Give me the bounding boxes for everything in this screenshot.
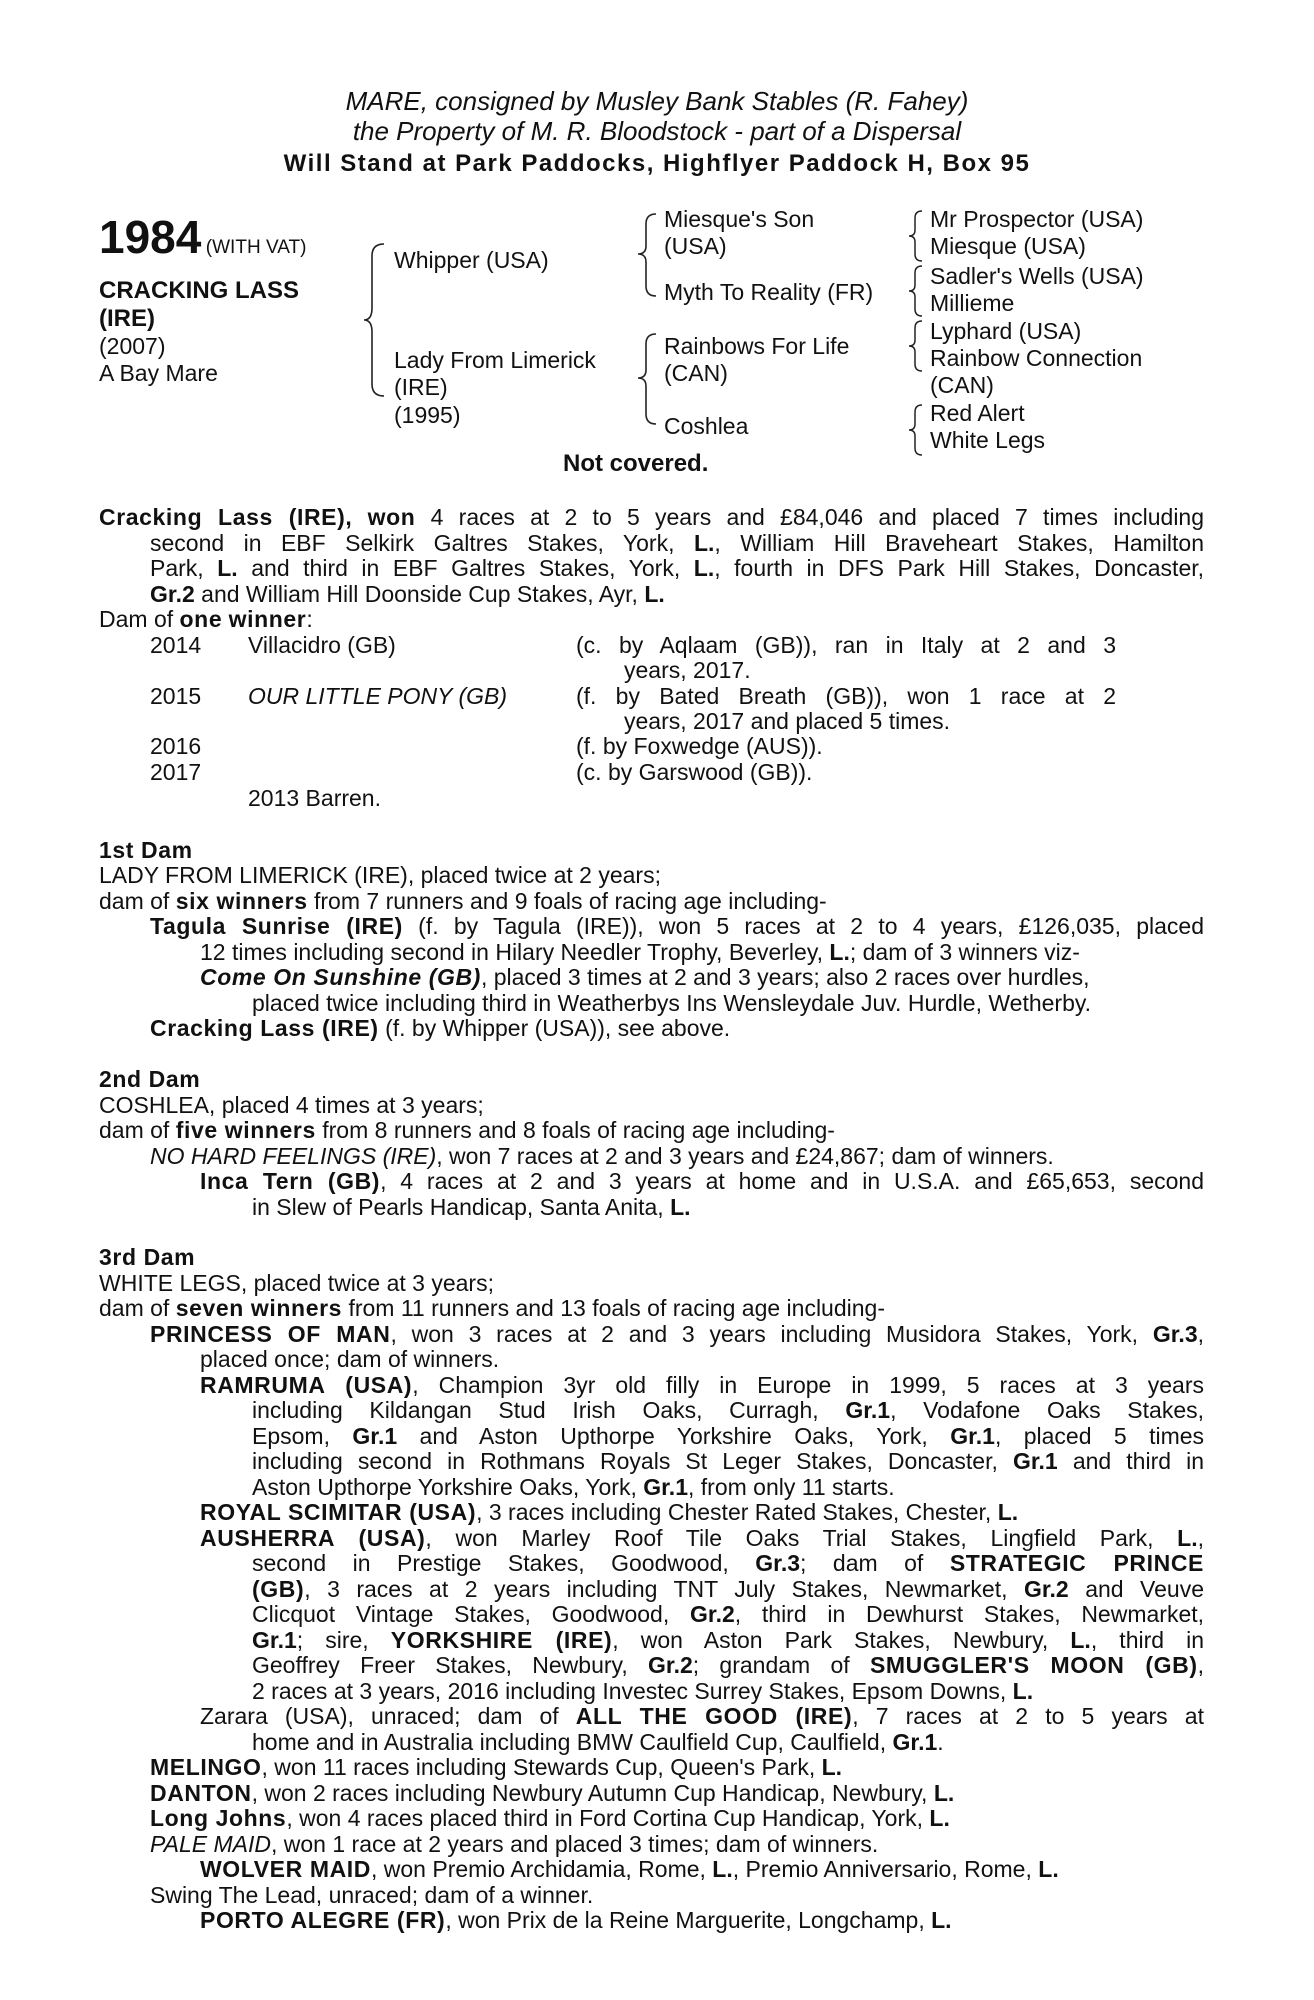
dam3-produce-line: 2 races at 3 years, 2016 including Investec Surrey Stakes, Epsom Downs, L.: [252, 1678, 1034, 1704]
dam3-produce-summary: dam of seven winners from 11 runners and 13 foals of racing age including-: [99, 1295, 885, 1321]
horse-description: A Bay Mare: [99, 360, 218, 386]
progeny-info-cont: years, 2017.: [624, 657, 751, 683]
pedigree-dam-dam: Coshlea: [664, 413, 749, 439]
dam3-produce-line: home and in Australia including BMW Caulfield Cup, Caulfield, Gr.1.: [252, 1729, 944, 1755]
section-title-1st-dam: 1st Dam: [99, 837, 193, 863]
dam3-produce-line: Geoffrey Freer Stakes, Newbury, Gr.2; grandam of SMUGGLER'S MOON (GB),: [252, 1652, 1204, 1678]
dam2-produce-line: in Slew of Pearls Handicap, Santa Anita, L.: [252, 1194, 691, 1220]
lot-number-row: [99, 212, 306, 262]
pedigree-g3-dsd-line2: (CAN): [930, 372, 994, 398]
progeny-info: (c. by Aqlaam (GB)), ran in Italy at 2 and 3: [576, 632, 1116, 658]
dam3-produce-line: MELINGO, won 11 races including Stewards Cup, Queen's Park, L.: [150, 1754, 843, 1780]
dam3-produce-line: including Kildangan Stud Irish Oaks, Curragh, Gr.1, Vodafone Oaks Stakes,: [252, 1397, 1205, 1423]
header-property: the Property of M. R. Bloodstock - part of a Dispersal: [352, 116, 962, 146]
dam3-produce-line: Zarara (USA), unraced; dam of ALL THE GOOD (IRE), 7 races at 2 to 5 years at: [200, 1703, 1204, 1729]
pedigree-sire-sire-line2: (USA): [664, 233, 727, 259]
dam3-summary: WHITE LEGS, placed twice at 3 years;: [99, 1270, 494, 1296]
dam3-produce-line: WOLVER MAID, won Premio Archidamia, Rome, L., Premio Anniversario, Rome, L.: [200, 1856, 1059, 1882]
dam3-produce-line: second in Prestige Stakes, Goodwood, Gr.3; dam of STRATEGIC PRINCE: [252, 1550, 1204, 1576]
dam3-produce-line: Swing The Lead, unraced; dam of a winner.: [150, 1882, 594, 1908]
pedigree-g3-dss: Lyphard (USA): [930, 318, 1082, 344]
dam3-produce-line: PRINCESS OF MAN, won 3 races at 2 and 3 years including Musidora Stakes, York, Gr.3,: [150, 1321, 1205, 1347]
progeny-info-cont: years, 2017 and placed 5 times.: [624, 708, 951, 734]
progeny-year: 2014: [150, 632, 202, 658]
pedigree-brace-main: [360, 240, 390, 400]
header-stand-location: Will Stand at Park Paddocks, Highflyer Paddock H, Box 95: [283, 150, 1031, 177]
dam3-produce-line: Epsom, Gr.1 and Aston Upthorpe Yorkshire Oaks, York, Gr.1, placed 5 times: [252, 1423, 1205, 1449]
pedigree-brace-sire: [634, 210, 662, 300]
pedigree-sire-sire-line1: Miesque's Son: [664, 206, 815, 232]
pedigree-dam-line1: Lady From Limerick: [394, 347, 596, 373]
dam1-summary: LADY FROM LIMERICK (IRE), placed twice at 2 years;: [99, 862, 661, 888]
progeny-year: 2015: [150, 683, 202, 709]
pedigree-brace-g3-1: [906, 208, 926, 264]
dam2-produce-summary: dam of five winners from 8 runners and 8 foals of racing age including-: [99, 1117, 835, 1143]
dam1-produce-line: placed twice including third in Weatherbys Ins Wensleydale Juv. Hurdle, Wetherby.: [252, 990, 1092, 1016]
dam1-produce-line: 12 times including second in Hilary Needler Trophy, Beverley, L.; dam of 3 winners viz-: [200, 939, 1080, 965]
pedigree-dam-sire-line2: (CAN): [664, 360, 728, 386]
dam1-produce-summary: dam of six winners from 7 runners and 9 foals of racing age including-: [99, 888, 827, 914]
header-consignor: MARE, consigned by Musley Bank Stables (R. Fahey): [345, 86, 969, 116]
race-record-line2: second in EBF Selkirk Galtres Stakes, York, L., William Hill Braveheart Stakes, Hamilton: [150, 530, 1205, 556]
dam2-summary: COSHLEA, placed 4 times at 3 years;: [99, 1092, 484, 1118]
pedigree-dam-line2: (IRE): [394, 374, 448, 400]
covering-status: Not covered.: [563, 450, 709, 477]
dam3-produce-line: Long Johns, won 4 races placed third in Ford Cortina Cup Handicap, York, L.: [150, 1805, 950, 1831]
pedigree-brace-g3-4: [906, 402, 926, 458]
horse-name-line2: (IRE): [99, 305, 155, 332]
progeny-name: OUR LITTLE PONY (GB): [248, 683, 508, 709]
horse-foaled: (2007): [99, 333, 166, 359]
dam2-produce-line: Inca Tern (GB), 4 races at 2 and 3 years at home and in U.S.A. and £65,653, second: [200, 1168, 1204, 1194]
lot-vat: (WITH VAT): [205, 237, 307, 258]
dam1-produce-line: Cracking Lass (IRE) (f. by Whipper (USA)), see above.: [150, 1015, 731, 1041]
pedigree-brace-g3-2: [906, 263, 926, 319]
pedigree-g3-sdd: Millieme: [930, 290, 1015, 316]
race-record-line4: Gr.2 and William Hill Doonside Cup Stakes, Ayr, L.: [150, 581, 665, 607]
dam2-produce-line: NO HARD FEELINGS (IRE), won 7 races at 2 and 3 years and £24,867; dam of winners.: [150, 1143, 1054, 1169]
dam3-produce-line: ROYAL SCIMITAR (USA), 3 races including Chester Rated Stakes, Chester, L.: [200, 1499, 1019, 1525]
dam-of-summary: Dam of one winner:: [99, 606, 313, 632]
pedigree-dam-sire-line1: Rainbows For Life: [664, 333, 850, 359]
section-title-2nd-dam: 2nd Dam: [99, 1066, 201, 1092]
pedigree-brace-g3-3: [906, 318, 926, 374]
pedigree-sire-dam: Myth To Reality (FR): [664, 279, 874, 305]
dam1-produce-line: Come On Sunshine (GB), placed 3 times at 2 and 3 years; also 2 races over hurdles,: [200, 964, 1090, 990]
race-record-line3: Park, L. and third in EBF Galtres Stakes, York, L., fourth in DFS Park Hill Stakes, Doncaster,: [150, 555, 1205, 581]
lot-number: 1984: [99, 211, 202, 263]
pedigree-g3-ddd: White Legs: [930, 427, 1046, 453]
race-record-line1: Cracking Lass (IRE), won 4 races at 2 to 5 years and £84,046 and placed 7 times including: [99, 504, 1205, 530]
progeny-info: (f. by Bated Breath (GB)), won 1 race at 2: [576, 683, 1116, 709]
barren-note: 2013 Barren.: [248, 785, 381, 811]
pedigree-g3-ssd: Miesque (USA): [930, 233, 1086, 259]
section-title-3rd-dam: 3rd Dam: [99, 1244, 196, 1270]
dam3-produce-line: AUSHERRA (USA), won Marley Roof Tile Oaks Trial Stakes, Lingfield Park, L.,: [200, 1525, 1204, 1551]
pedigree-g3-dds: Red Alert: [930, 400, 1025, 426]
progeny-year: 2016: [150, 733, 202, 759]
dam3-produce-line: PORTO ALEGRE (FR), won Prix de la Reine Marguerite, Longchamp, L.: [200, 1907, 952, 1933]
pedigree-g3-sds: Sadler's Wells (USA): [930, 263, 1144, 289]
horse-name-line1: CRACKING LASS: [99, 277, 300, 304]
dam3-produce-line: placed once; dam of winners.: [200, 1346, 500, 1372]
pedigree-g3-sss: Mr Prospector (USA): [930, 206, 1144, 232]
dam3-produce-line: including second in Rothmans Royals St Leger Stakes, Doncaster, Gr.1 and third in: [252, 1448, 1205, 1474]
pedigree-sire: Whipper (USA): [394, 247, 549, 273]
dam3-produce-line: Aston Upthorpe Yorkshire Oaks, York, Gr.1, from only 11 starts.: [252, 1474, 895, 1500]
pedigree-g3-dsd-line1: Rainbow Connection: [930, 345, 1143, 371]
progeny-info: (f. by Foxwedge (AUS)).: [576, 733, 823, 759]
dam3-produce-line: RAMRUMA (USA), Champion 3yr old filly in Europe in 1999, 5 races at 3 years: [200, 1372, 1205, 1398]
progeny-name: Villacidro (GB): [248, 632, 396, 658]
progeny-year: 2017: [150, 759, 202, 785]
dam3-produce-line: PALE MAID, won 1 race at 2 years and placed 3 times; dam of winners.: [150, 1831, 879, 1857]
dam3-produce-line: Clicquot Vintage Stakes, Goodwood, Gr.2, third in Dewhurst Stakes, Newmarket,: [252, 1601, 1205, 1627]
pedigree-dam-line3: (1995): [394, 402, 461, 428]
dam3-produce-line: (GB), 3 races at 2 years including TNT July Stakes, Newmarket, Gr.2 and Veuve: [252, 1576, 1204, 1602]
dam1-produce-line: Tagula Sunrise (IRE) (f. by Tagula (IRE)), won 5 races at 2 to 4 years, £126,035, placed: [150, 913, 1205, 939]
pedigree-brace-dam: [634, 330, 662, 430]
dam3-produce-line: DANTON, won 2 races including Newbury Autumn Cup Handicap, Newbury, L.: [150, 1780, 955, 1806]
progeny-info: (c. by Garswood (GB)).: [576, 759, 813, 785]
dam3-produce-line: Gr.1; sire, YORKSHIRE (IRE), won Aston Park Stakes, Newbury, L., third in: [252, 1627, 1205, 1653]
